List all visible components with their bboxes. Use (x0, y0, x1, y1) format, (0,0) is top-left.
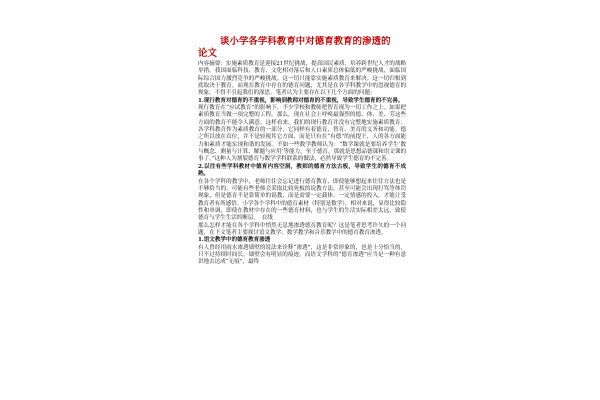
document-page (198, 36, 406, 400)
body-paragraph: 有人曾经用雨水渗透墙壁的说法来诠释“渗透”，这是非常形象的，也是十分恰当的，只不过持续时间长，墙壁会有明显的痕迹。而语文学科的“德育渗透”应当是一种有意识地去达成“无痕”，最终 (198, 244, 406, 266)
body-paragraph: 那么怎样才能在各个学科中悄然无息地渗透德育教育呢？这是笔者思考许久的一个问题，在下文笔者主要探讨语文教学、数学教学和音乐教学中的德育教育渗透。 (198, 222, 406, 236)
document-body (198, 61, 406, 267)
problem-heading-1: 1.现行教育对德育的不重视，影响到教师对德育的不重视，导致学生德育的不完善。 (198, 97, 404, 104)
body-paragraph: 在各个学科的教学中，老师往往会忘记进行德育教育，即使能够想起来往往方法也是不够恰当的，可能有些老师会采取比较死板的说教方法，甚至可能会出现打骂等体罚现象，但是德育不是靠简单的说教，而是需要一定载体、一定情感的投入，才能让受教育者有所感悟。小学各个学科中的德育素材（特别是数学），相对来说，显得比较隐性和单调，即使在教材中存在的一些德育材料，也与学生的生活实际相差太远，致使德育与学生生活的断层。 在线 (198, 178, 406, 222)
title-line-1: 谈小学各学科教育中对德育教育的渗透的 (220, 36, 391, 47)
document-title (198, 36, 406, 60)
abstract-paragraph: 内容摘要：实施素质教育是迎接21世纪挑战，提高国民素质，培养跨世纪人才的战略举措。我国面临科技、教育、文化相对落后和人口素质总体偏低的严峻挑战，面临国际综合国力激烈竞争的严峻挑战。这一切只能靠实施素质教育来解决。这一切归根到底取决于教育。而现在教育中存在的德育问题，尤其是在各学科教学中的忽视德育的现象，不得不引起我们的深思。笔者认为主要存在以下几个方面的问题： (198, 61, 406, 97)
title-line-2: 论文 (198, 48, 217, 59)
section-heading-chinese: 1.语文教学中的德育教育渗透 (198, 237, 271, 244)
problem-heading-2: 2.以往有些学科教材中德育内容空洞，教师的德育方法古板，导致学生的德育不成熟。 (198, 163, 406, 178)
body-paragraph: 现行教育在“应试教育”的影响下，不少学校和教师把智育视为一切工作之上。如果把素质教育当做一项完整的工程，那么，现在社会上呼唤最强烈的德、体、美、劳这些方面的教育不能令人满意。这样看来，我们的现行教育并没有完整地实施素质教育。各学科教育作为素质教育的一部分，它同样有着德育、智育、美育的义务和功能。德之所以放在首位，并不是轻视其它方面，而是只有在“有德”的前提下，人的各方面能力和素质才能实现和谐的发展。不如一些数学教师认为：“数学课就是要培养学生‘数与概念、测量与计算、解题与应用’等能力，至于德育，那就是思想品德课和语文课的事了。”这种人为割裂德育与数学学科联系的做法，必然导致学生德育的不完善。 (198, 105, 406, 163)
